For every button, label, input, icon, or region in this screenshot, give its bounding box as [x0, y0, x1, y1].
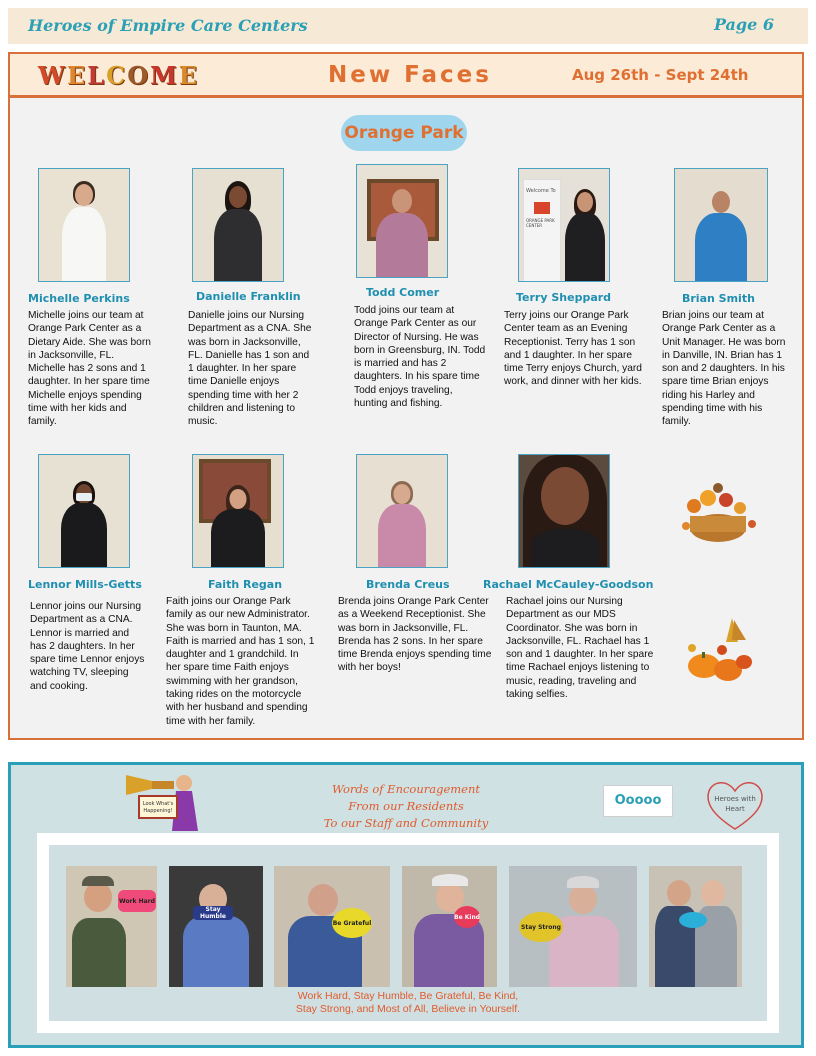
trumpet-sign-text: Look What's	[142, 801, 174, 807]
staff-bio: Terry joins our Orange Park Center team as an Evening Receptionist. Terry has 1 son and 1 daughter. In her spare time Terry enjoys Church, yard work, and dinner with her kids.	[504, 310, 642, 388]
staff-photo	[356, 164, 448, 278]
section-banner	[10, 54, 802, 98]
resident-photo	[66, 866, 157, 987]
heart-logo-text: Heroes with	[714, 795, 756, 803]
encouragement-sign: Work Hard	[118, 890, 156, 912]
heart-logo	[703, 777, 767, 833]
welcome-letter: C	[106, 61, 127, 90]
new-faces-panel	[8, 52, 804, 740]
welcome-letter: L	[87, 61, 106, 90]
staff-photo	[192, 168, 284, 282]
resident-photo-gallery	[37, 833, 779, 1033]
staff-bio: Danielle joins our Nursing Department as a CNA. She was born in Jacksonville, FL. Danielle has 1 son and 1 daughter. In her spare time Danielle enjoys spending time with her 2 children and listening to music.	[188, 310, 312, 428]
staff-name: Faith Regan	[208, 578, 283, 591]
sign-text: ORANGE PARK CENTER	[526, 218, 555, 228]
staff-name: Rachael McCauley-Goodson	[483, 578, 654, 591]
staff-name: Todd Comer	[366, 286, 440, 299]
staff-photo	[674, 168, 768, 282]
staff-name: Michelle Perkins	[28, 292, 130, 305]
staff-name: Danielle Franklin	[196, 290, 301, 303]
resident-photo	[402, 866, 497, 987]
staff-bio: Brenda joins Orange Park Center as a Weekend Receptionist. She was born in Jacksonville, FL. Brenda has 2 sons. In her spare time Brenda enjoys spending time with her boys!	[338, 596, 492, 674]
pumpkins-illustration	[682, 614, 758, 686]
staff-name: Brenda Creus	[366, 578, 450, 591]
section-heading: New Faces	[328, 62, 492, 88]
sign-logo	[534, 202, 550, 214]
title-line: Words of Encouragement	[331, 782, 481, 796]
staff-name: Lennor Mills-Getts	[28, 578, 142, 591]
welcome-letter: E	[66, 61, 87, 90]
staff-bio: Todd joins our team at Orange Park Center as our Director of Nursing. He was born in Greensburg, IN. Todd is married and has 2 daughters. In his spare time Todd enjoys traveling, hunting and fishing.	[354, 305, 486, 410]
staff-photo	[38, 454, 130, 568]
welcome-letter: M	[150, 61, 178, 90]
staff-photo	[38, 168, 130, 282]
resident-photo	[649, 866, 742, 987]
title-line: From our Residents	[348, 799, 464, 813]
heart-logo-text: Heart	[725, 805, 745, 813]
encouragement-title	[311, 781, 501, 832]
staff-photo	[518, 168, 610, 282]
staff-bio: Michelle joins our team at Orange Park Center as a Dietary Aide. She was born in Jacksonville, FL. Michelle has 2 sons and 1 daughter. In her spare time Michelle enjoys spending time with her kids and family.	[28, 310, 151, 428]
welcome-letter: W	[38, 61, 66, 90]
resident-photo	[509, 866, 637, 987]
encouragement-sign: Be Grateful	[332, 908, 372, 938]
welcome-letter: E	[178, 61, 199, 90]
staff-name: Brian Smith	[682, 292, 755, 305]
title-line: To our Staff and Community	[323, 816, 489, 830]
ooo-label: Ooooo	[603, 785, 673, 817]
encouragement-sign: Stay Strong	[519, 912, 563, 942]
staff-name: Terry Sheppard	[516, 291, 612, 304]
sign-blob	[679, 912, 707, 928]
location-pill: Orange Park	[341, 115, 467, 151]
look-whats-happening-illustration	[126, 769, 206, 835]
staff-bio: Faith joins our Orange Park family as our new Administrator. She was born in Taunton, MA. Faith is married and has 1 son, 1 daughter and 1 grandchild. In her spare time Faith enjoys swimming with her grandson, taking rides on the motorcycle with her husband and spending time with her family.	[166, 596, 315, 727]
welcome-letter: O	[127, 61, 150, 90]
encouragement-sign: Stay Humble	[193, 906, 233, 920]
page-number: Page 6	[713, 15, 774, 34]
staff-bio: Rachael joins our Nursing Department as our MDS Coordinator. She was born in Jacksonville, FL. Rachael has 1 son and 1 daughter. In her spare time Rachael enjoys listening to music, reading, traveling and taking selfies.	[506, 596, 654, 701]
encouragement-slogan	[49, 990, 767, 1016]
staff-photo	[518, 454, 610, 568]
welcome-wordart	[38, 62, 198, 90]
page-header	[8, 8, 808, 44]
encouragement-section	[8, 762, 804, 1048]
sign-text: Welcome To	[526, 188, 556, 194]
resident-photo	[274, 866, 390, 987]
encouragement-sign: Be Kind	[454, 906, 480, 928]
resident-photo	[169, 866, 263, 987]
newsletter-title: Heroes of Empire Care Centers	[28, 16, 308, 35]
trumpet-sign-text: Happening!	[143, 808, 173, 814]
staff-photo	[356, 454, 448, 568]
staff-photo	[192, 454, 284, 568]
slogan-line: Work Hard, Stay Humble, Be Grateful, Be Kind,	[297, 990, 519, 1002]
slogan-line: Stay Strong, and Most of All, Believe in Yourself.	[295, 1003, 521, 1015]
staff-bio: Lennor joins our Nursing Department as a CNA. Lennor is married and has 2 daughters. In her spare time Lennor enjoys watching TV, sleeping and cooking.	[30, 601, 145, 692]
staff-bio: Brian joins our team at Orange Park Center as a Unit Manager. He was born in Danville, IN. Brian has 1 son and 2 daughters. In his spare time Brian enjoys riding his Harley and spending time with his family.	[662, 310, 786, 428]
autumn-basket-illustration	[674, 476, 762, 546]
date-range: Aug 26th - Sept 24th	[572, 66, 749, 84]
